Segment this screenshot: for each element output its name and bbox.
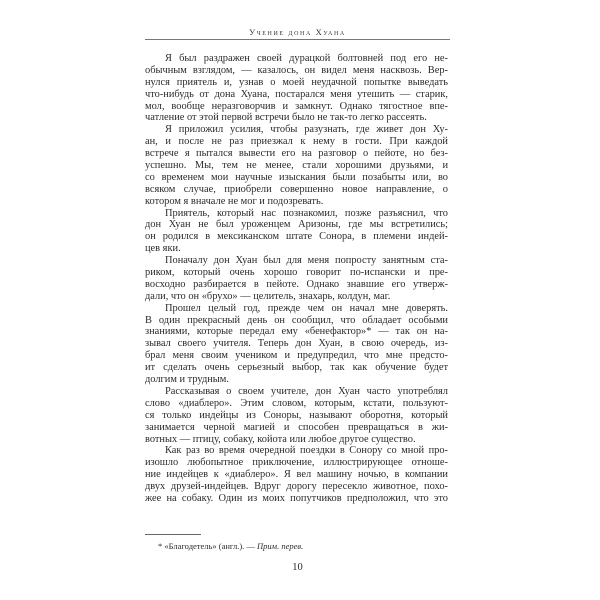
text-line: всяком случае, приобрели совершенно новое направление, о	[145, 183, 448, 195]
text-line: встрече я пытался вывести его на разговор о пейоте, но без-	[145, 148, 448, 160]
paragraph	[145, 303, 448, 386]
paragraph	[145, 255, 448, 303]
text-line: мол, вообще неразговорчив и замкнут. Однако тягостное впе-	[145, 100, 448, 112]
text-line: дон Хуан не был уроженцем Аризоны, где мы встретились;	[145, 219, 448, 231]
paragraph	[145, 208, 448, 256]
text-line: восходно разбирается в пейоте. Однако знавшие его утверж-	[145, 278, 448, 290]
text-line: ан, и после не раз приезжал к нему в гости. При каждой	[145, 136, 448, 148]
footnote-text: «Благодетель» (англ.). —	[164, 541, 258, 551]
text-line: нулся приятель и, узнав о моей неудачной попытке выведать	[145, 76, 448, 88]
paragraph	[145, 53, 448, 124]
footnote-rule	[145, 534, 201, 535]
text-line: дали, что он «брухо» — целитель, знахарь, колдун, маг.	[145, 290, 391, 302]
text-line: Я был раздражен своей дурацкой болтовней под его не-	[165, 53, 448, 64]
text-line: изошло любопытное приключение, иллюстрирующее отноше-	[145, 457, 448, 469]
text-line: Я приложил усилия, чтобы разузнать, где живет дон Ху-	[165, 124, 448, 136]
text-line: жее на собаку. Один из моих попутчиков предположил, что это	[145, 492, 448, 504]
text-line: зывал своего учителя. Теперь дон Хуан, в свою очередь, из-	[145, 338, 448, 350]
paragraph	[145, 124, 448, 207]
text-line: цев яки.	[145, 243, 181, 255]
paragraph	[145, 445, 448, 504]
text-line: Как раз во время очередной поездки в Сонору со мной про-	[165, 445, 448, 457]
text-line: знаниями, которые передал ему «бенефактор»* — так он на-	[145, 326, 448, 338]
text-line: долгим и трудным.	[145, 374, 229, 386]
text-line: Приятель, который нас познакомил, позже разъяснил, что	[165, 207, 448, 219]
text-line: ние индейцев к «диаблеро». Я вел машину ночью, в компании	[145, 469, 448, 481]
page-number: 10	[292, 562, 303, 573]
text-line: брал меня своим учеником и предупредил, что мне предсто-	[145, 350, 448, 362]
text-line: со временем мои научные изыскания были позабыты или, во	[145, 171, 448, 183]
text-line: слово «диаблеро». Этим словом, которым, кстати, пользуют-	[145, 397, 448, 409]
text-line: что-нибудь от дона Хуана, постарался меня утешить — старик,	[145, 88, 448, 100]
text-line: чатление от этой первой встречи было не так-то легко рассеять.	[145, 112, 427, 124]
text-line: котором я вначале не мог и подозревать.	[145, 195, 324, 207]
text-line: В один прекрасный день он сообщил, что обладает особыми	[145, 314, 448, 326]
text-line: обычным взглядом, — казалось, он видел меня насквозь. Вер-	[145, 64, 448, 76]
text-line: Прошел целый год, прежде чем он начал мне доверять.	[165, 302, 448, 314]
text-line: успешно. Мы, тем не менее, стали хорошими друзьями, и	[145, 160, 448, 172]
paragraph	[145, 386, 448, 445]
running-head: Учение дона Хуана	[249, 27, 346, 37]
text-line: риком, который очень хорошо говорит по-испански и пре-	[145, 267, 448, 279]
footnote-translator-note: Прим. перев.	[257, 541, 304, 551]
footnote-marker: *	[158, 541, 163, 551]
text-line: он родился в мексиканском штате Сонора, в племени индей-	[145, 231, 448, 243]
text-line: ся только индейцы из Соноры, называют оборотня, который	[145, 409, 448, 421]
text-line: вотных — птицу, собаку, койота или любое другое существо.	[145, 433, 416, 445]
text-line: двух друзей-индейцев. Вдруг дорогу пересекло животное, похо-	[145, 481, 448, 493]
text-line: ит сделать очень серьезный выбор, так как обучение будет	[145, 362, 448, 374]
footnote	[158, 541, 303, 551]
header-rule	[145, 39, 450, 40]
text-line: занимается черной магией и способен превращаться в жи-	[145, 421, 448, 433]
body-text	[145, 53, 448, 505]
text-line: Поначалу дон Хуан был для меня попросту занятным ста-	[165, 255, 448, 267]
text-line: Рассказывая о своем учителе, дон Хуан часто употреблял	[165, 385, 448, 397]
